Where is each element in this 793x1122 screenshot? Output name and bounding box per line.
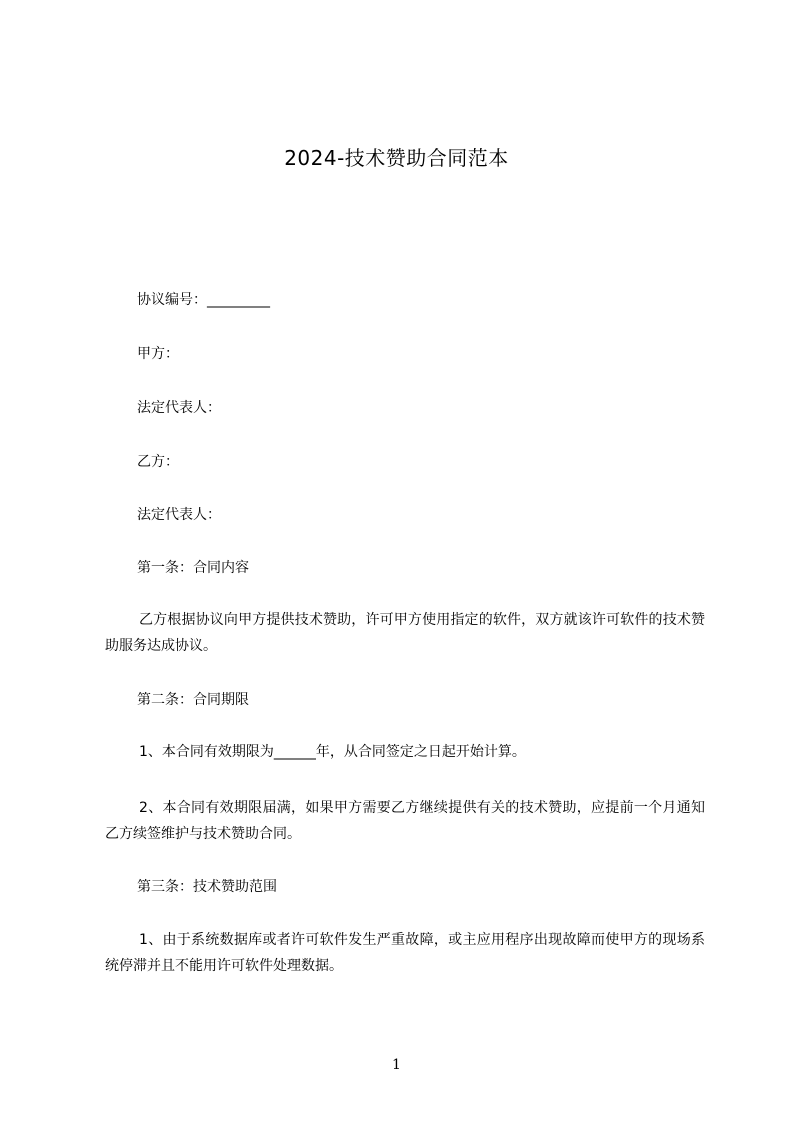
party-b-field: 乙方： [137, 454, 179, 470]
section-heading: 第二条：合同期限 [137, 692, 249, 708]
party-b-legal-rep-field: 法定代表人： [137, 507, 221, 523]
page-number: 1 [392, 1057, 401, 1073]
section-paragraph: 2、本合同有效期限届满，如果甲方需要乙方继续提供有关的技术赞助，应提前一个月通知乙方续签维护与技术赞助合同。 [105, 800, 705, 842]
agreement-number-field: 协议编号：_________ [137, 292, 270, 308]
document-title: 2024-技术赞助合同范本 [284, 146, 509, 170]
section-paragraph: 1、由于系统数据库或者许可软件发生严重故障，或主应用程序出现故障而使甲方的现场系统停滞并且不能用许可软件处理数据。 [105, 932, 705, 974]
section-paragraph: 乙方根据协议向甲方提供技术赞助，许可甲方使用指定的软件，双方就该许可软件的技术赞助服务达成协议。 [105, 612, 705, 654]
section-heading: 第一条：合同内容 [137, 560, 249, 576]
section-heading: 第三条：技术赞助范围 [137, 879, 277, 895]
party-a-legal-rep-field: 法定代表人： [137, 400, 221, 416]
party-a-field: 甲方： [137, 346, 179, 362]
section-paragraph: 1、本合同有效期限为______年，从合同签定之日起开始计算。 [139, 744, 526, 760]
